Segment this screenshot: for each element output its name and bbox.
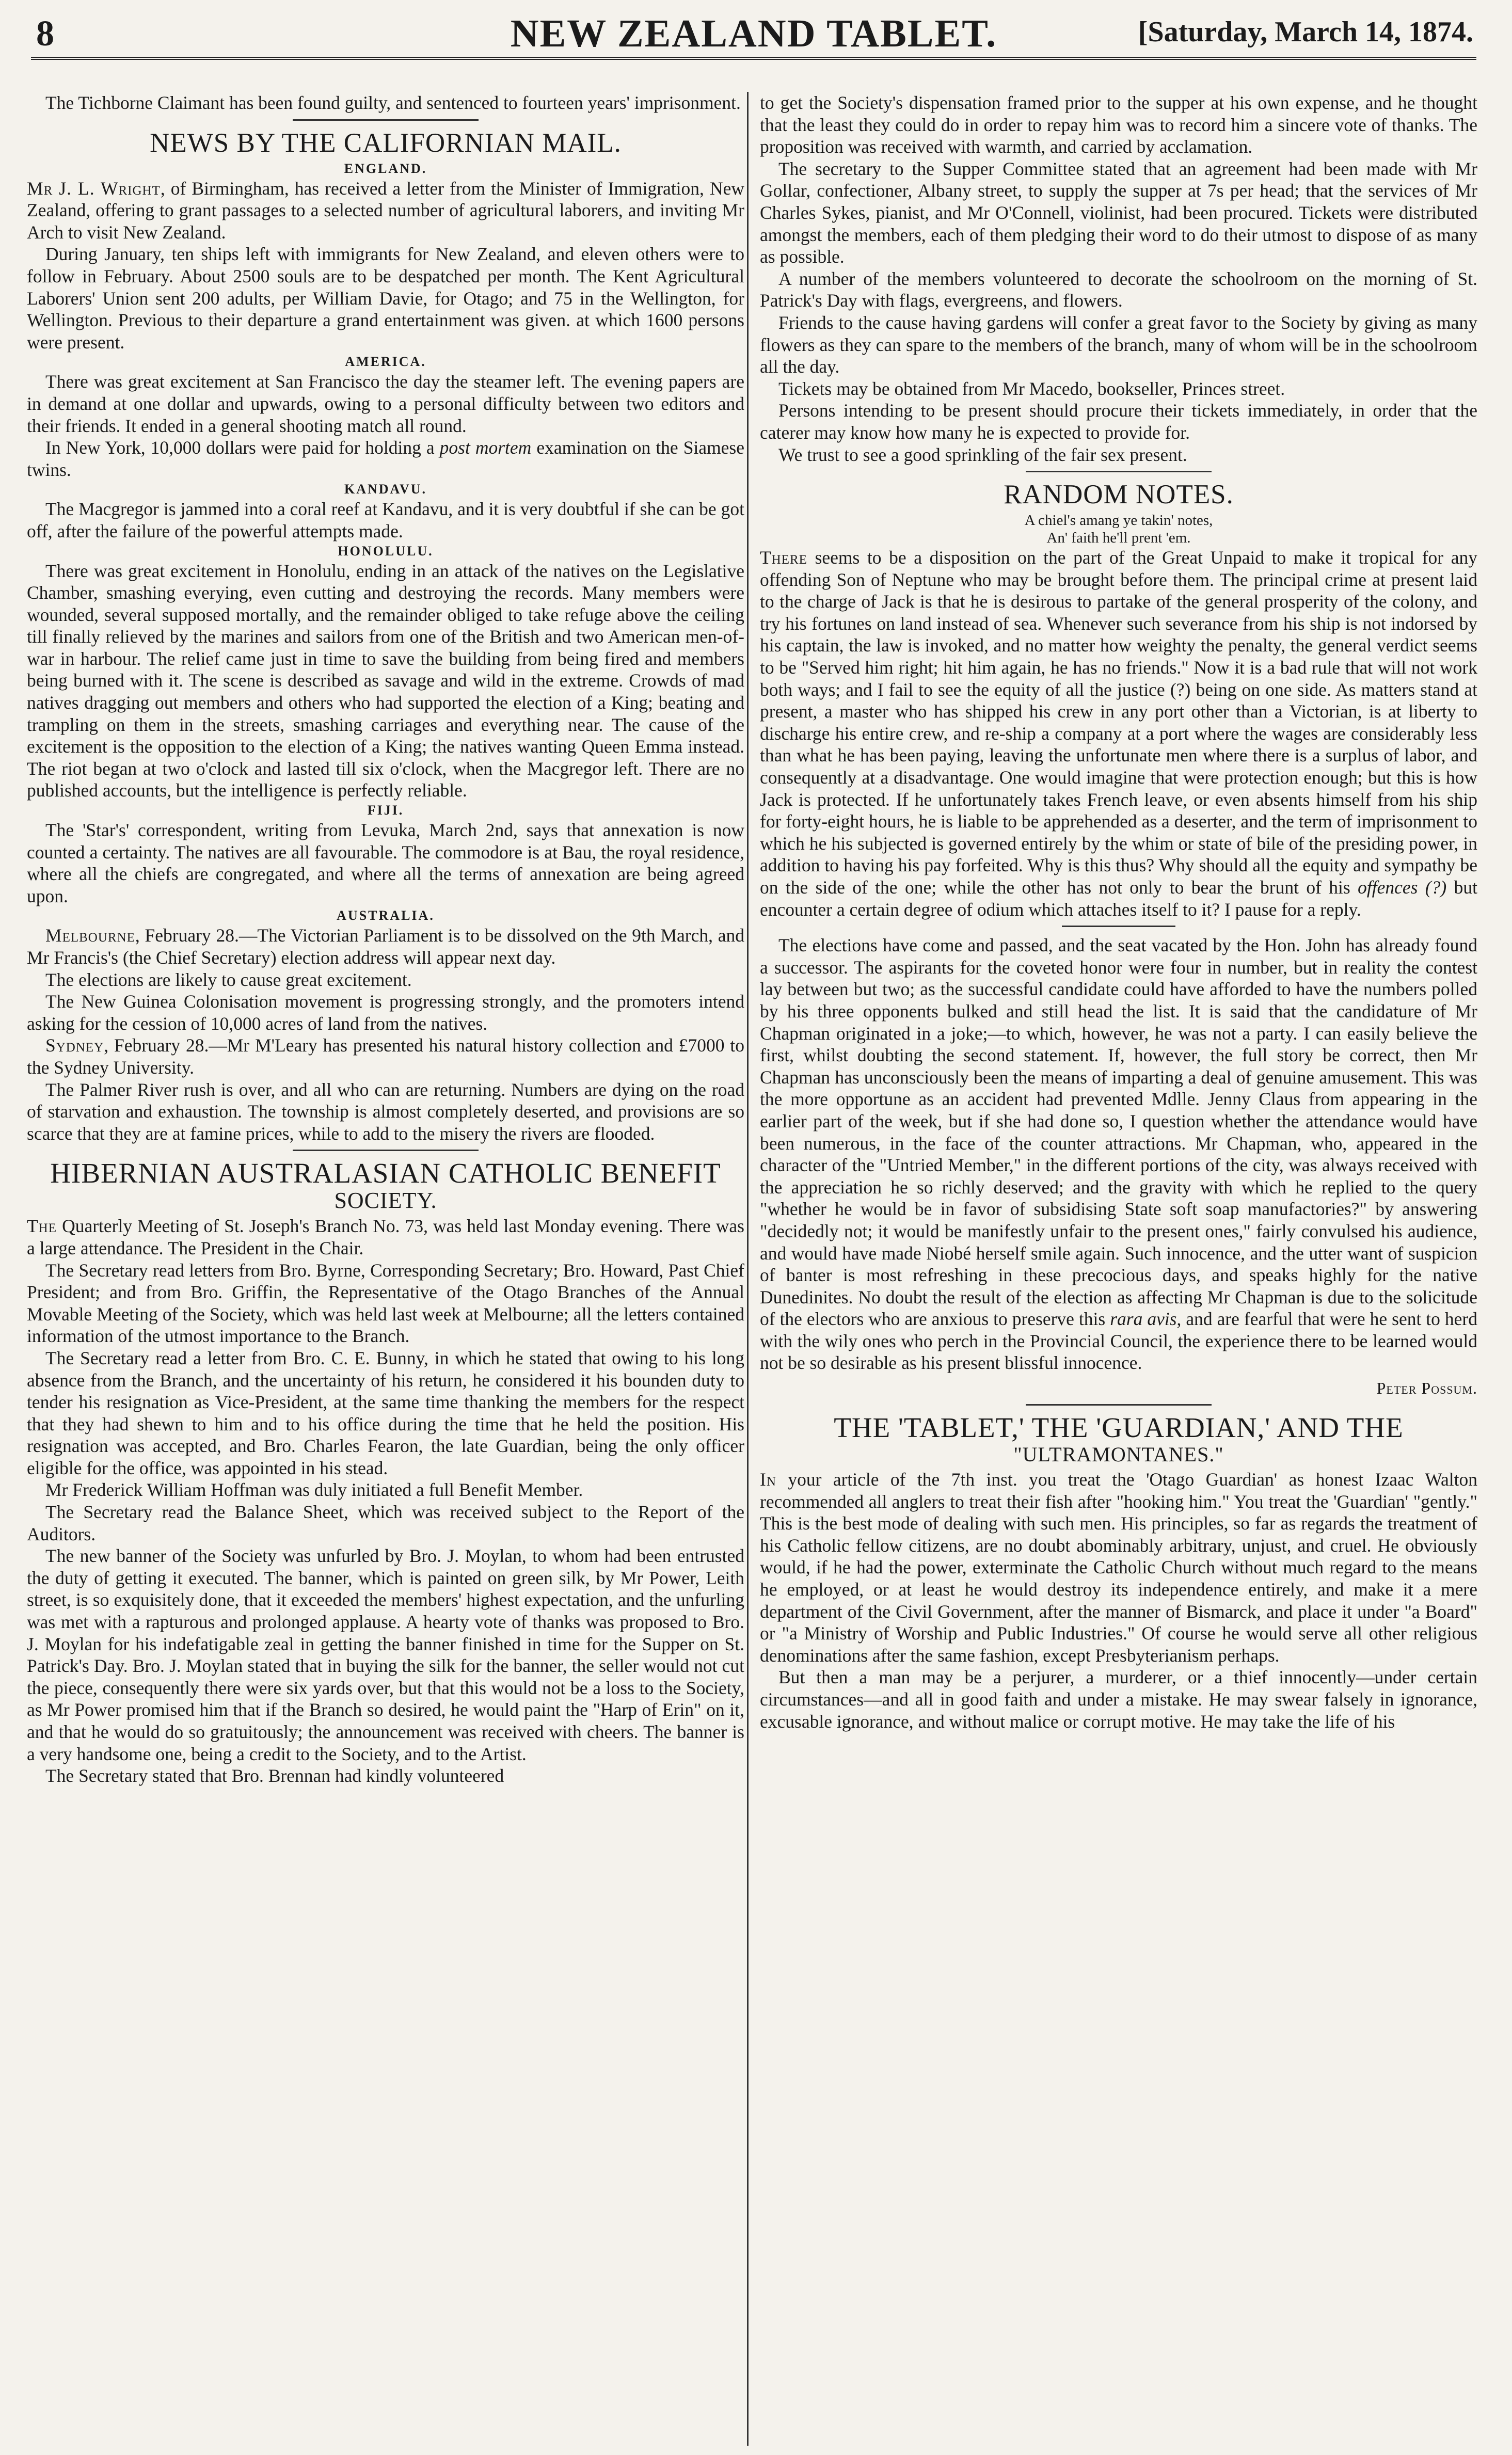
random-text-1a: seems to be a disposition on the part of the Great Unpaid to make it tropical for any offending Son of Neptune who may be brought before them. The principal crime at present laid to the charge of Jack is that he is desirous to partake of the general prosperity of the colony, and try his fortunes on land instead of sea. Whenever such severance from his ship is not indorsed by his captain, the law is invoked, and no matter how weighty the penalty, the general verdict seems to be "Served him right; hit him again, he has no friends." Now it is a bad rule that will not work both ways; and I fail to see the equity of all the justice (?) being on one side. As matters stand at present, a master who has shipped his crew in any port other than a Victorian, is at liberty to discharge his entire crew, and re-ship a company at a port where the wages are considerably less than what he has been paying, leaving the unfortunate men where there is a surplus of labor, and consequently at a disadvantage. One would imagine that were protection enough; but this is how Jack is protected. If he unfortunately takes French leave, or even absents himself from his ship for forty-eight hours, he is liable to be apprehended as a deserter, and the term of imprisonment to which he his subjected is governed entirely by the whim or state of bile of the presiding power, in addition to having his pay forfeited. Why is this thus? Why should all the equity and sympathy be on the side of the one; while the other has not only to bear the brunt of his: [760, 547, 1477, 898]
section-rule: [1062, 926, 1175, 927]
kandavu-subheading: KANDAVU.: [344, 482, 427, 497]
section-rule: [293, 119, 479, 121]
continued-paragraph-6: Persons intending to be present should procure their tickets immediately, in order that the caterer may know how many he is expected to provide for.: [760, 400, 1477, 443]
random-text-2a: The elections have come and passed, and the seat vacated by the Hon. John has already found a successor. The aspirants for the coveted honor were four in number, but in reality the contest lay between but two; as the successful candidate could have afforded to have the numbers polled by his three opponents bulked and still head the list. It is said that the candidature of Mr Chapman originated in a joke;—to which, however, he was not a party. I can easily believe the first, whilst doubting the second statement. If, however, the full story be correct, then Mr Chapman has unconsciously been the means of imparting a deal of genuine amusement. This was the more opportune as an accident had prevented Mdlle. Jenny Claus from appearing in the earlier part of the week, but if she had done so, I question whether the attendance would have been numerous, in the face of the counter attractions. Mr Chapman, who, appeared in the character of the "Untried Member," in the different portions of the city, was always received with the appreciation he so richly deserved; and the gravity with which he replied to the query "whether he would be in favor of subsidising State soft soap manufactories?" by answering "decidedly not; it would be manifestly unfair to the present ones," fairly convulsed his audience, and would have made Niobé herself smile again. Such innocence, and the utter want of suspicion of banter is most refreshing in these precocious days, and speaks highly for the native Dunedinites. No doubt the result of the election as affecting Mr Chapman is due to the solicitude of the electors who are anxious to preserve this: [760, 935, 1477, 1330]
england-lead: Mr J. L. Wright: [27, 178, 161, 199]
continued-paragraph-1: to get the Society's dispensation framed prior to the supper at his own expense, and he thought that the least they could do in order to repay him was to record him a sincere vote of thanks. The proposition was received with warmth, and carried by acclamation.: [760, 92, 1477, 157]
page-number: 8: [36, 14, 54, 54]
newspaper-title: NEW ZEALAND TABLET.: [510, 12, 997, 55]
random-notes-heading: RANDOM NOTES.: [1004, 480, 1234, 510]
continued-paragraph-2: The secretary to the Supper Committee stated that an agreement had been made with Mr Gollar, confectioner, Albany street, to supply the supper at 7s per head; that the services of Mr Charles Sykes, pianist, and Mr O'Connell, violinist, had been procured. Tickets were distributed amongst the members, each of them pledging their word to do their utmost to dispose of as many as possible.: [760, 158, 1477, 267]
random-text-2b: , and are fearful that were he sent to herd with the wily ones who perch in the Provincial Council, the experience there to be learned would not be so desirable as his present blissful innocence.: [760, 1309, 1477, 1374]
america-paragraph-2: [27, 437, 744, 481]
honolulu-paragraph: There was great excitement in Honolulu, ending in an attack of the natives on the Legislative Chamber, smashing everying, even cutting and destroying the records. Many members were wounded, several supposed mortally, and the remainder obliged to take refuge above the ceiling till finally relieved by the marines and sailors from one of the British and two American men-of-war in harbour. The relief came just in time to save the building from being fired and members being burned with it. The scene is described as savage and wild in the extreme. Crowds of mad natives dragging out members and others who had supported the election of a King; beating and trampling on them in the streets, smashing carriages and everything near. The cause of the excitement is the opposition to the election of a King; the natives wanting Queen Emma instead. The riot began at two o'clock and lasted till six o'clock, when the Macgregor left. There are no published accounts, but the intelligence is perfectly reliable.: [27, 560, 744, 801]
random-text-1em: offences (?): [1358, 877, 1447, 898]
tablet-paragraph-2: But then a man may be a perjurer, a murderer, or a thief innocently—under certain circumstances—and all in good faith and under a mistake. He may swear falsely in ignorance, excusable ignorance, and without malice or corrupt motive. He may take the life of his: [760, 1667, 1477, 1732]
tablet-heading-line2: "ULTRAMONTANES.": [1013, 1443, 1224, 1466]
continued-paragraph-4: Friends to the cause having gardens will confer a great favor to the Society by giving as many flowers as they can spare to the members of the branch, many of whom will be in the schoolroom all the day.: [760, 312, 1477, 377]
random-notes-paragraph-1: [760, 547, 1477, 920]
tichborne-paragraph: The Tichborne Claimant has been found guilty, and sentenced to fourteen years' imprisonment.: [45, 92, 741, 113]
melbourne-lead: Melbourne: [45, 925, 135, 946]
australia-text-4: , February 28.—Mr M'Leary has presented his natural history collection and £7000 to the Sydney University.: [27, 1035, 744, 1078]
america-paragraph-1: There was great excitement at San Francisco the day the steamer left. The evening papers are in demand at one dollar and upwards, owing to a personal difficulty between two editors and their friends. It ended in a general shooting match all round.: [27, 371, 744, 436]
hibernian-paragraph-6: The new banner of the Society was unfurled by Bro. J. Moylan, to whom had been entrusted the duty of getting it executed. The banner, which is painted on green silk, by Mr Power, Leith street, is so exquisitely done, that it exceeded the members' highest expectation, and the unfurling was met with a rapturous and prolonged applause. A hearty vote of thanks was proposed to Bro. J. Moylan for his indefatigable zeal in getting the banner finished in time for the Supper on St. Patrick's Day. Bro. J. Moylan stated that in buying the silk for the banner, the seller would not cut the piece, consequently there were six yards over, but that this would not be a loss to the Society, as Mr Power promised him that if the Branch so desired, he would paint the "Harp of Erin" on it, and that he would do so gratuitously; the announcement was received with cheers. The banner is a very handsome one, being a credit to the Society, and to the Artist.: [27, 1545, 744, 1764]
masthead: [31, 9, 1476, 60]
england-subheading: ENGLAND.: [344, 161, 427, 176]
hibernian-text-1: Quarterly Meeting of St. Joseph's Branch No. 73, was held last Monday evening. There was a large attendance. The President in the Chair.: [27, 1216, 744, 1258]
section-rule: [1026, 1404, 1212, 1406]
right-column: [760, 92, 1477, 2446]
tablet-lead: In: [760, 1469, 776, 1490]
random-notes-paragraph-2: [760, 934, 1477, 1374]
hibernian-paragraph-4: Mr Frederick William Hoffman was duly initiated a full Benefit Member.: [45, 1479, 583, 1501]
hibernian-paragraph-2: The Secretary read letters from Bro. Byrne, Corresponding Secretary; Bro. Howard, Past Chief President; and from Bro. Griffin, the Representative of the Otago Branches of the Annual Movable Meeting of the Society, which was held last week at Melbourne; all the letters contained information of the utmost importance to the Branch.: [27, 1260, 744, 1347]
continued-paragraph-7: We trust to see a good sprinkling of the fair sex present.: [778, 444, 1187, 465]
sydney-lead: Sydney: [45, 1035, 104, 1056]
random-notes-lead: There: [760, 547, 807, 568]
random-notes-motto-2: An' faith he'll prent 'em.: [1046, 530, 1191, 547]
tablet-text-1: your article of the 7th inst. you treat the 'Otago Guardian' as honest Izaac Walton recommended all anglers to treat their fish after "hooking him." You treat the 'Guardian' "gently." This is the best mode of dealing with such men. His principles, so far as regards the treatment of his Catholic fellow citizens, are no doubt abominably arbitrary, unjust, and cruel. He obviously would, if he had the power, exterminate the Catholic Church without much regard to the means he employed, or at least he would destroy its independence entirely, and make it a mere department of the Civil Government, after the manner of Bismarck, and place it under "a Board" or "a Ministry of Worship and Public Industries." Of course he would serve all other religious denominations after the same fashion, except Presbyterianism perhaps.: [760, 1469, 1477, 1666]
australia-paragraph-1: [27, 924, 744, 968]
fiji-paragraph: The 'Star's' correspondent, writing from Levuka, March 2nd, says that annexation is now counted a certainty. The natives are all favourable. The commodore is at Bau, the royal residence, where all the chiefs are congregated, and where all the terms of annexation are being agreed upon.: [27, 820, 744, 906]
random-text-2em: rara avis: [1110, 1309, 1177, 1330]
tablet-paragraph-1: [760, 1469, 1477, 1666]
hibernian-heading-line1: HIBERNIAN AUSTRALASIAN CATHOLIC BENEFIT: [50, 1157, 721, 1189]
hibernian-paragraph-3: The Secretary read a letter from Bro. C. E. Bunny, in which he stated that owing to his long absence from the Branch, and the uncertainty of his return, he considered it his bounden duty to tender his resignation as Vice-President, at the same time thanking the members for the respect that they had shewn to him and to his office during the time that he held the position. His resignation was accepted, and Bro. Charles Fearon, the late Guardian, being the only officer eligible for the office, was appointed in his stead.: [27, 1347, 744, 1478]
random-text-1b: but encounter a certain degree of odium which attaches itself to it? I pause for a reply.: [760, 877, 1477, 920]
column-divider: [747, 92, 749, 2446]
news-heading: NEWS BY THE CALIFORNIAN MAIL.: [150, 127, 622, 158]
america-text-em: post mortem: [439, 437, 532, 458]
continued-paragraph-5: Tickets may be obtained from Mr Macedo, bookseller, Princes street.: [778, 378, 1285, 399]
signature: Peter Possum.: [1376, 1379, 1477, 1398]
hibernian-heading-line2: SOCIETY.: [334, 1188, 437, 1214]
hibernian-lead: The: [27, 1216, 57, 1237]
america-subheading: AMERICA.: [345, 354, 426, 370]
england-text-1: , of Birmingham, has received a letter from the Minister of Immigration, New Zealand, offering to grant passages to a selected number of agricultural laborers, and inviting Mr Arch to visit New Zealand.: [27, 178, 744, 243]
honolulu-subheading: HONOLULU.: [338, 543, 434, 559]
continued-paragraph-3: A number of the members volunteered to decorate the schoolroom on the morning of St. Patrick's Day with flags, evergreens, and flowers.: [760, 268, 1477, 311]
hibernian-paragraph-1: [27, 1215, 744, 1259]
random-notes-motto-1: A chiel's amang ye takin' notes,: [1024, 512, 1213, 529]
issue-date: [Saturday, March 14, 1874.: [1138, 16, 1473, 48]
tablet-heading-line1: THE 'TABLET,' THE 'GUARDIAN,' AND THE: [834, 1412, 1404, 1444]
kandavu-paragraph: The Macgregor is jammed into a coral reef at Kandavu, and it is very doubtful if she can be got off, after the failure of the powerful attempts made.: [27, 499, 744, 541]
america-text-a: In New York, 10,000 dollars were paid for holding a: [45, 437, 440, 458]
left-column: [27, 92, 744, 2446]
section-rule: [1026, 471, 1212, 472]
england-paragraph-2: During January, ten ships left with immigrants for New Zealand, and eleven others were to follow in February. About 2500 souls are to be despatched per month. The Kent Agricultural Laborers' Union sent 200 adults, per William Davie, for Otago; and 75 in the Wellington, for Wellington. Previous to their departure a grand entertainment was given. at which 1600 persons were present.: [27, 244, 744, 353]
australia-paragraph-4: [27, 1034, 744, 1078]
australia-subheading: AUSTRALIA.: [337, 908, 435, 923]
hibernian-paragraph-7: The Secretary stated that Bro. Brennan had kindly volunteered: [45, 1765, 504, 1787]
hibernian-paragraph-5: The Secretary read the Balance Sheet, which was received subject to the Report of the Auditors.: [27, 1502, 744, 1544]
england-paragraph-1: [27, 178, 744, 244]
fiji-subheading: FIJI.: [367, 803, 404, 818]
australia-paragraph-3: The New Guinea Colonisation movement is progressing strongly, and the promoters intend asking for the cession of 10,000 acres of land from the natives.: [27, 991, 744, 1034]
america-text-b: examination on the Siamese twins.: [27, 437, 744, 480]
australia-paragraph-5: The Palmer River rush is over, and all who can are returning. Numbers are dying on the road of starvation and exhaustion. The township is almost completely deserted, and provisions are so scarce that they are at famine prices, while to add to the misery the rivers are flooded.: [27, 1079, 744, 1144]
section-rule: [293, 1150, 479, 1151]
australia-text-1: , February 28.—The Victorian Parliament is to be dissolved on the 9th March, and Mr Francis's (the Chief Secretary) election address will appear next day.: [27, 925, 744, 968]
australia-paragraph-2: The elections are likely to cause great excitement.: [45, 969, 412, 990]
